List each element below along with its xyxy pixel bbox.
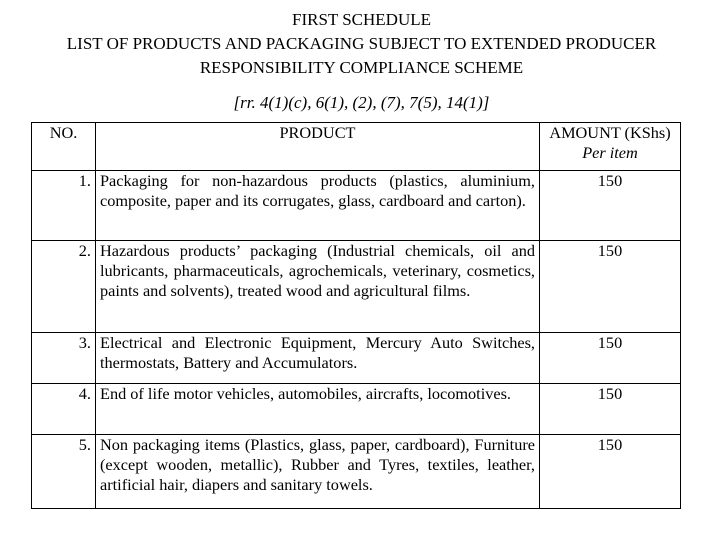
schedule-subtitle-line1: LIST OF PRODUCTS AND PACKAGING SUBJECT TO EXTENDED PRODUCER	[66, 34, 657, 53]
row-amount: 150	[540, 384, 681, 435]
schedule-heading	[0, 8, 723, 80]
header-product: PRODUCT	[96, 123, 540, 171]
row-number: 5.	[32, 435, 96, 509]
table-header-row	[32, 123, 681, 171]
row-number: 1.	[32, 171, 96, 241]
row-number: 3.	[32, 333, 96, 384]
row-amount: 150	[540, 435, 681, 509]
regulation-reference: [rr. 4(1)(c), 6(1), (2), (7), 7(5), 14(1)]	[233, 93, 490, 112]
row-number: 2.	[32, 241, 96, 333]
row-amount: 150	[540, 333, 681, 384]
table-row	[32, 333, 681, 384]
header-amount-label: AMOUNT (KShs)	[549, 123, 671, 142]
row-number: 4.	[32, 384, 96, 435]
table-row	[32, 435, 681, 509]
row-product: Packaging for non-hazardous products (plastics, aluminium, composite, paper and its corrugates, glass, cardboard and carton).	[96, 171, 540, 241]
row-amount: 150	[540, 171, 681, 241]
header-amount	[540, 123, 681, 171]
products-table	[31, 122, 681, 509]
table-row	[32, 241, 681, 333]
schedule-subtitle-line2: RESPONSIBILITY COMPLIANCE SCHEME	[199, 58, 524, 77]
row-amount: 150	[540, 241, 681, 333]
row-product: Non packaging items (Plastics, glass, paper, cardboard), Furniture (except wooden, metallic), Rubber and Tyres, textiles, leather, artificial hair, diapers and sanitary towels.	[96, 435, 540, 509]
table-row	[32, 384, 681, 435]
schedule-title: FIRST SCHEDULE	[291, 10, 431, 29]
row-product: End of life motor vehicles, automobiles, aircrafts, locomotives.	[96, 384, 540, 435]
header-no: NO.	[32, 123, 96, 171]
header-amount-per-item: Per item	[582, 143, 638, 162]
row-product: Electrical and Electronic Equipment, Mercury Auto Switches, thermostats, Battery and Accumulators.	[96, 333, 540, 384]
row-product: Hazardous products’ packaging (Industrial chemicals, oil and lubricants, pharmaceuticals, agrochemicals, veterinary, cosmetics, paints and solvents), treated wood and agricultural films.	[96, 241, 540, 333]
table-row	[32, 171, 681, 241]
